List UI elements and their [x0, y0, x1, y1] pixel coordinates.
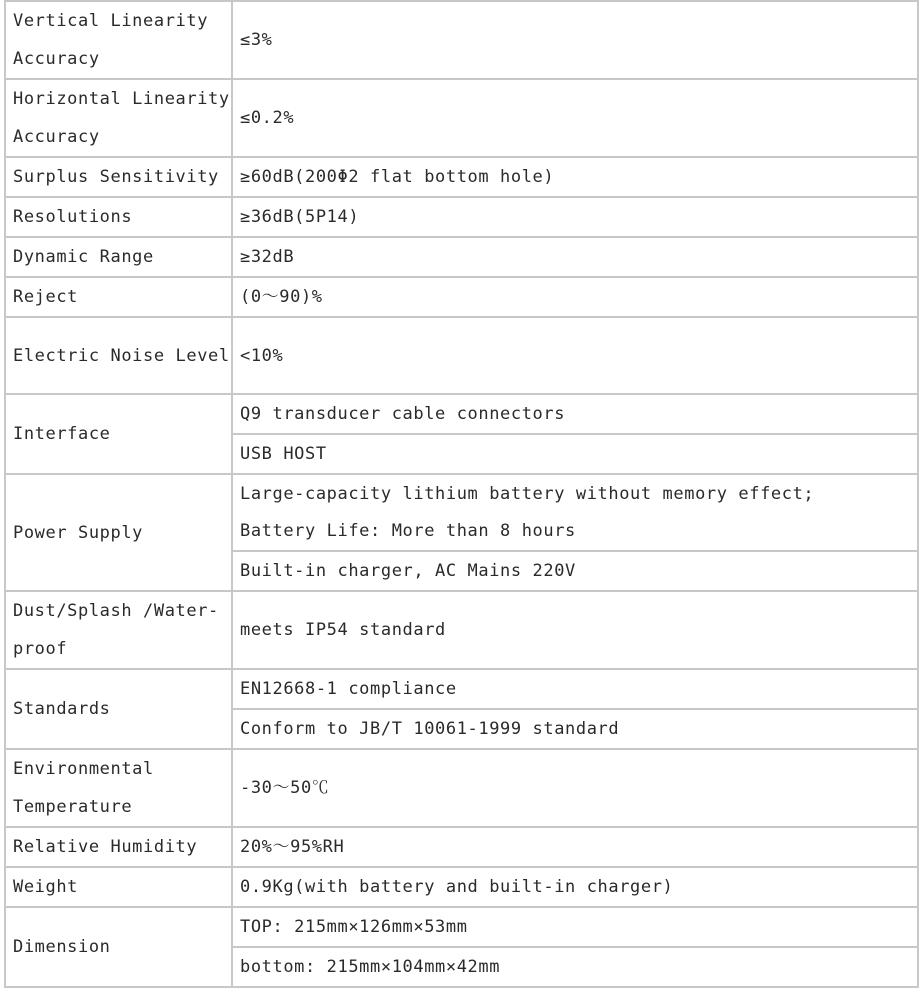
waterproof-value: meets IP54 standard: [232, 591, 918, 669]
humidity-value: 20%～95%RH: [232, 827, 918, 867]
table-row: [5, 79, 918, 157]
table-row: [5, 474, 918, 551]
power-supply-value-1: [232, 474, 918, 551]
dimension-value-2: bottom: 215mm×104mm×42mm: [232, 947, 918, 987]
dimension-value-1: TOP: 215mm×126mm×53mm: [232, 907, 918, 947]
table-row: [5, 591, 918, 669]
table-row: [5, 197, 918, 237]
power-supply-value-2: Built-in charger, AC Mains 220V: [232, 551, 918, 591]
standards-value-1: EN12668-1 compliance: [232, 669, 918, 709]
surplus-sensitivity-label: Surplus Sensitivity: [5, 157, 232, 197]
power-supply-label: Power Supply: [5, 474, 232, 591]
standards-label: Standards: [5, 669, 232, 749]
interface-value-1: Q9 transducer cable connectors: [232, 394, 918, 434]
table-row: [5, 237, 918, 277]
waterproof-label: Dust/Splash /Water-proof: [5, 591, 232, 669]
table-row: [5, 277, 918, 317]
table-row: [5, 1, 918, 79]
table-row: [5, 827, 918, 867]
interface-value-2: USB HOST: [232, 434, 918, 474]
surplus-sensitivity-value: ≥60dB(200Φ2 flat bottom hole): [232, 157, 918, 197]
spec-table: [4, 0, 919, 988]
dimension-label: Dimension: [5, 907, 232, 987]
table-row: [5, 394, 918, 434]
electric-noise-value: <10%: [232, 317, 918, 394]
table-row: [5, 157, 918, 197]
resolutions-value: ≥36dB(5P14): [232, 197, 918, 237]
env-temperature-label: Environmental Temperature: [5, 749, 232, 827]
weight-label: Weight: [5, 867, 232, 907]
table-row: [5, 749, 918, 827]
humidity-label: Relative Humidity: [5, 827, 232, 867]
power-supply-line-2: Battery Life: More than 8 hours: [240, 520, 576, 541]
dynamic-range-label: Dynamic Range: [5, 237, 232, 277]
table-row: [5, 669, 918, 709]
reject-value: (0～90)%: [232, 277, 918, 317]
standards-value-2: Conform to JB/T 10061-1999 standard: [232, 709, 918, 749]
table-row: [5, 907, 918, 947]
horizontal-linearity-label: Horizontal Linearity Accuracy: [5, 79, 232, 157]
vertical-linearity-label: Vertical Linearity Accuracy: [5, 1, 232, 79]
env-temperature-value: -30～50℃: [232, 749, 918, 827]
reject-label: Reject: [5, 277, 232, 317]
horizontal-linearity-value: ≤0.2%: [232, 79, 918, 157]
table-row: [5, 867, 918, 907]
power-supply-line-1: Large-capacity lithium battery without memory effect;: [240, 483, 815, 504]
weight-value: 0.9Kg(with battery and built-in charger): [232, 867, 918, 907]
table-row: [5, 317, 918, 394]
vertical-linearity-value: ≤3%: [232, 1, 918, 79]
resolutions-label: Resolutions: [5, 197, 232, 237]
dynamic-range-value: ≥32dB: [232, 237, 918, 277]
electric-noise-label: Electric Noise Level: [5, 317, 232, 394]
interface-label: Interface: [5, 394, 232, 474]
